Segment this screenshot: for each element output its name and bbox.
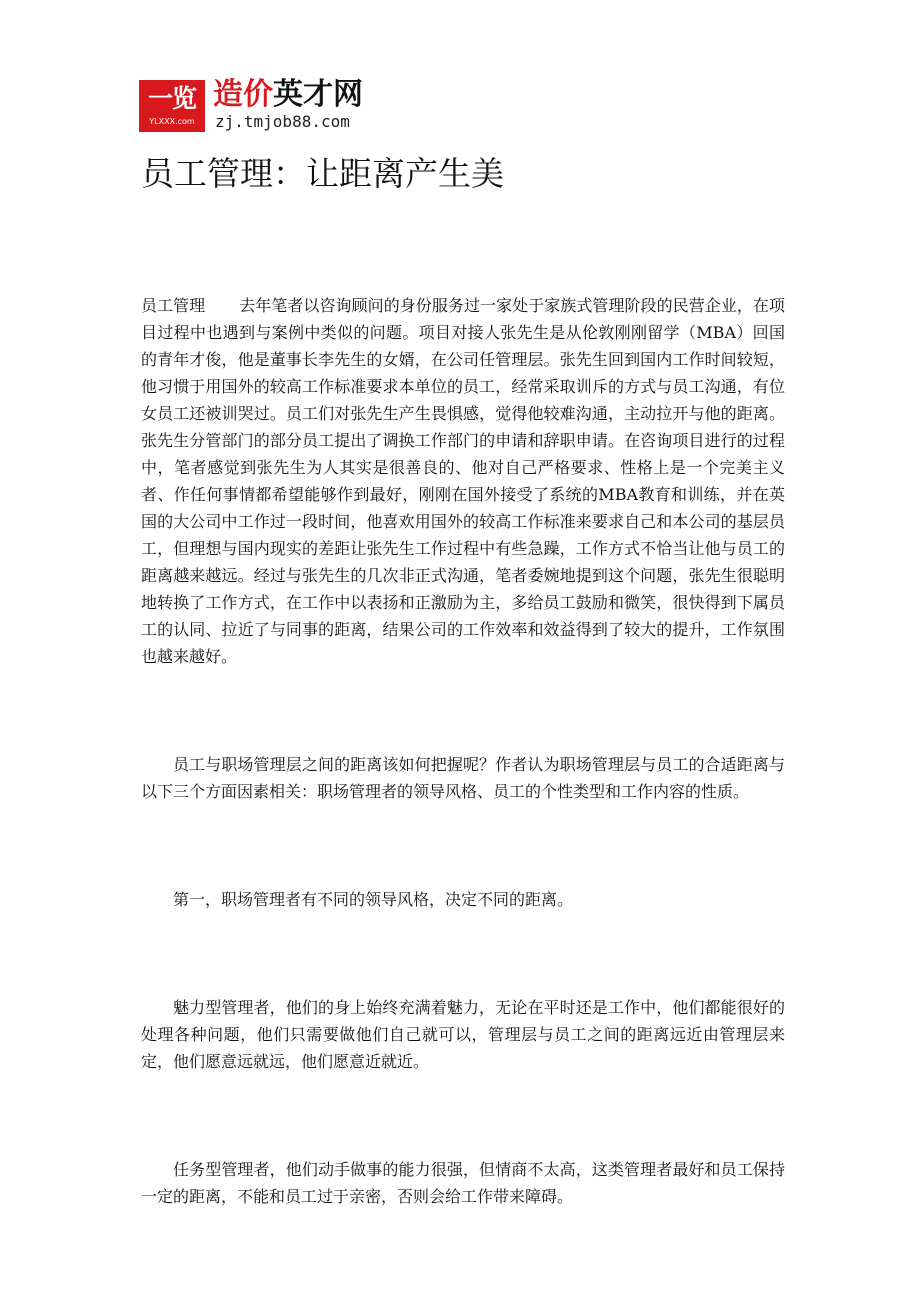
logo-name-black: 英才网 (273, 77, 363, 112)
site-logo[interactable] (139, 78, 379, 134)
page-title: 员工管理：让距离产生美 (141, 154, 504, 193)
paragraph-1-text: 去年笔者以咨询顾问的身份服务过一家处于家族式管理阶段的民营企业，在项目过程中也遇到与案例中类似的问题。项目对接人张先生是从伦敦刚刚留学（MBA）回国的青年才俊，他是董事长李先生的女婿，在公司任管理层。张先生回到国内工作时间较短，他习惯于用国外的较高工作标准要求本单位的员工，经常采取训斥的方式与员工沟通，有位女员工还被训哭过。员工们对张先生产生畏惧感，觉得他较难沟通，主动拉开与他的距离。张先生分管部门的部分员工提出了调换工作部门的申请和辞职申请。在咨询项目进行的过程中，笔者感觉到张先生为人其实是很善良的、他对自己严格要求、性格上是一个完美主义者、作任何事情都希望能够作到最好，刚刚在国外接受了系统的MBA教育和训练，并在英国的大公司中工作过一段时间，他喜欢用国外的较高工作标准来要求自己和本公司的基层员工，但理想与国内现实的差距让张先生工作过程中有些急躁，工作方式不恰当让他与员工的距离越来越远。经过与张先生的几次非正式沟通，笔者委婉地提到这个问题，张先生很聪明地转换了工作方式，在工作中以表扬和正激励为主，多给员工鼓励和微笑，很快得到下属员工的认同、拉近了与同事的距离，结果公司的工作效率和效益得到了较大的提升，工作氛围也越来越好。 (141, 296, 785, 666)
logo-mark (139, 80, 205, 132)
logo-name-red: 造价 (213, 77, 273, 112)
logo-url: zj.tmjob88.com (215, 112, 350, 131)
lead-label: 员工管理 (141, 296, 206, 315)
article-paragraph-2: 员工与职场管理层之间的距离该如何把握呢？作者认为职场管理层与员工的合适距离与以下三个方面因素相关：职场管理者的领导风格、员工的个性类型和工作内容的性质。 (141, 755, 785, 801)
logo-mark-subtext: YLXXX.com (149, 117, 195, 126)
logo-mark-text: 一览 (147, 84, 196, 113)
article-paragraph-1 (141, 292, 785, 670)
article-paragraph-5: 任务型管理者，他们动手做事的能力很强，但情商不太高，这类管理者最好和员工保持一定的距离，不能和员工过于亲密，否则会给工作带来障碍。 (141, 1160, 785, 1206)
article-paragraph-4: 魅力型管理者，他们的身上始终充满着魅力，无论在平时还是工作中，他们都能很好的处理各种问题，他们只需要做他们自己就可以，管理层与员工之间的距离远近由管理层来定，他们愿意远就远，他们愿意近就近。 (141, 998, 785, 1071)
article-paragraph-3: 第一，职场管理者有不同的领导风格，决定不同的距离。 (173, 890, 574, 909)
logo-name (213, 78, 363, 112)
article-body (141, 292, 785, 1210)
